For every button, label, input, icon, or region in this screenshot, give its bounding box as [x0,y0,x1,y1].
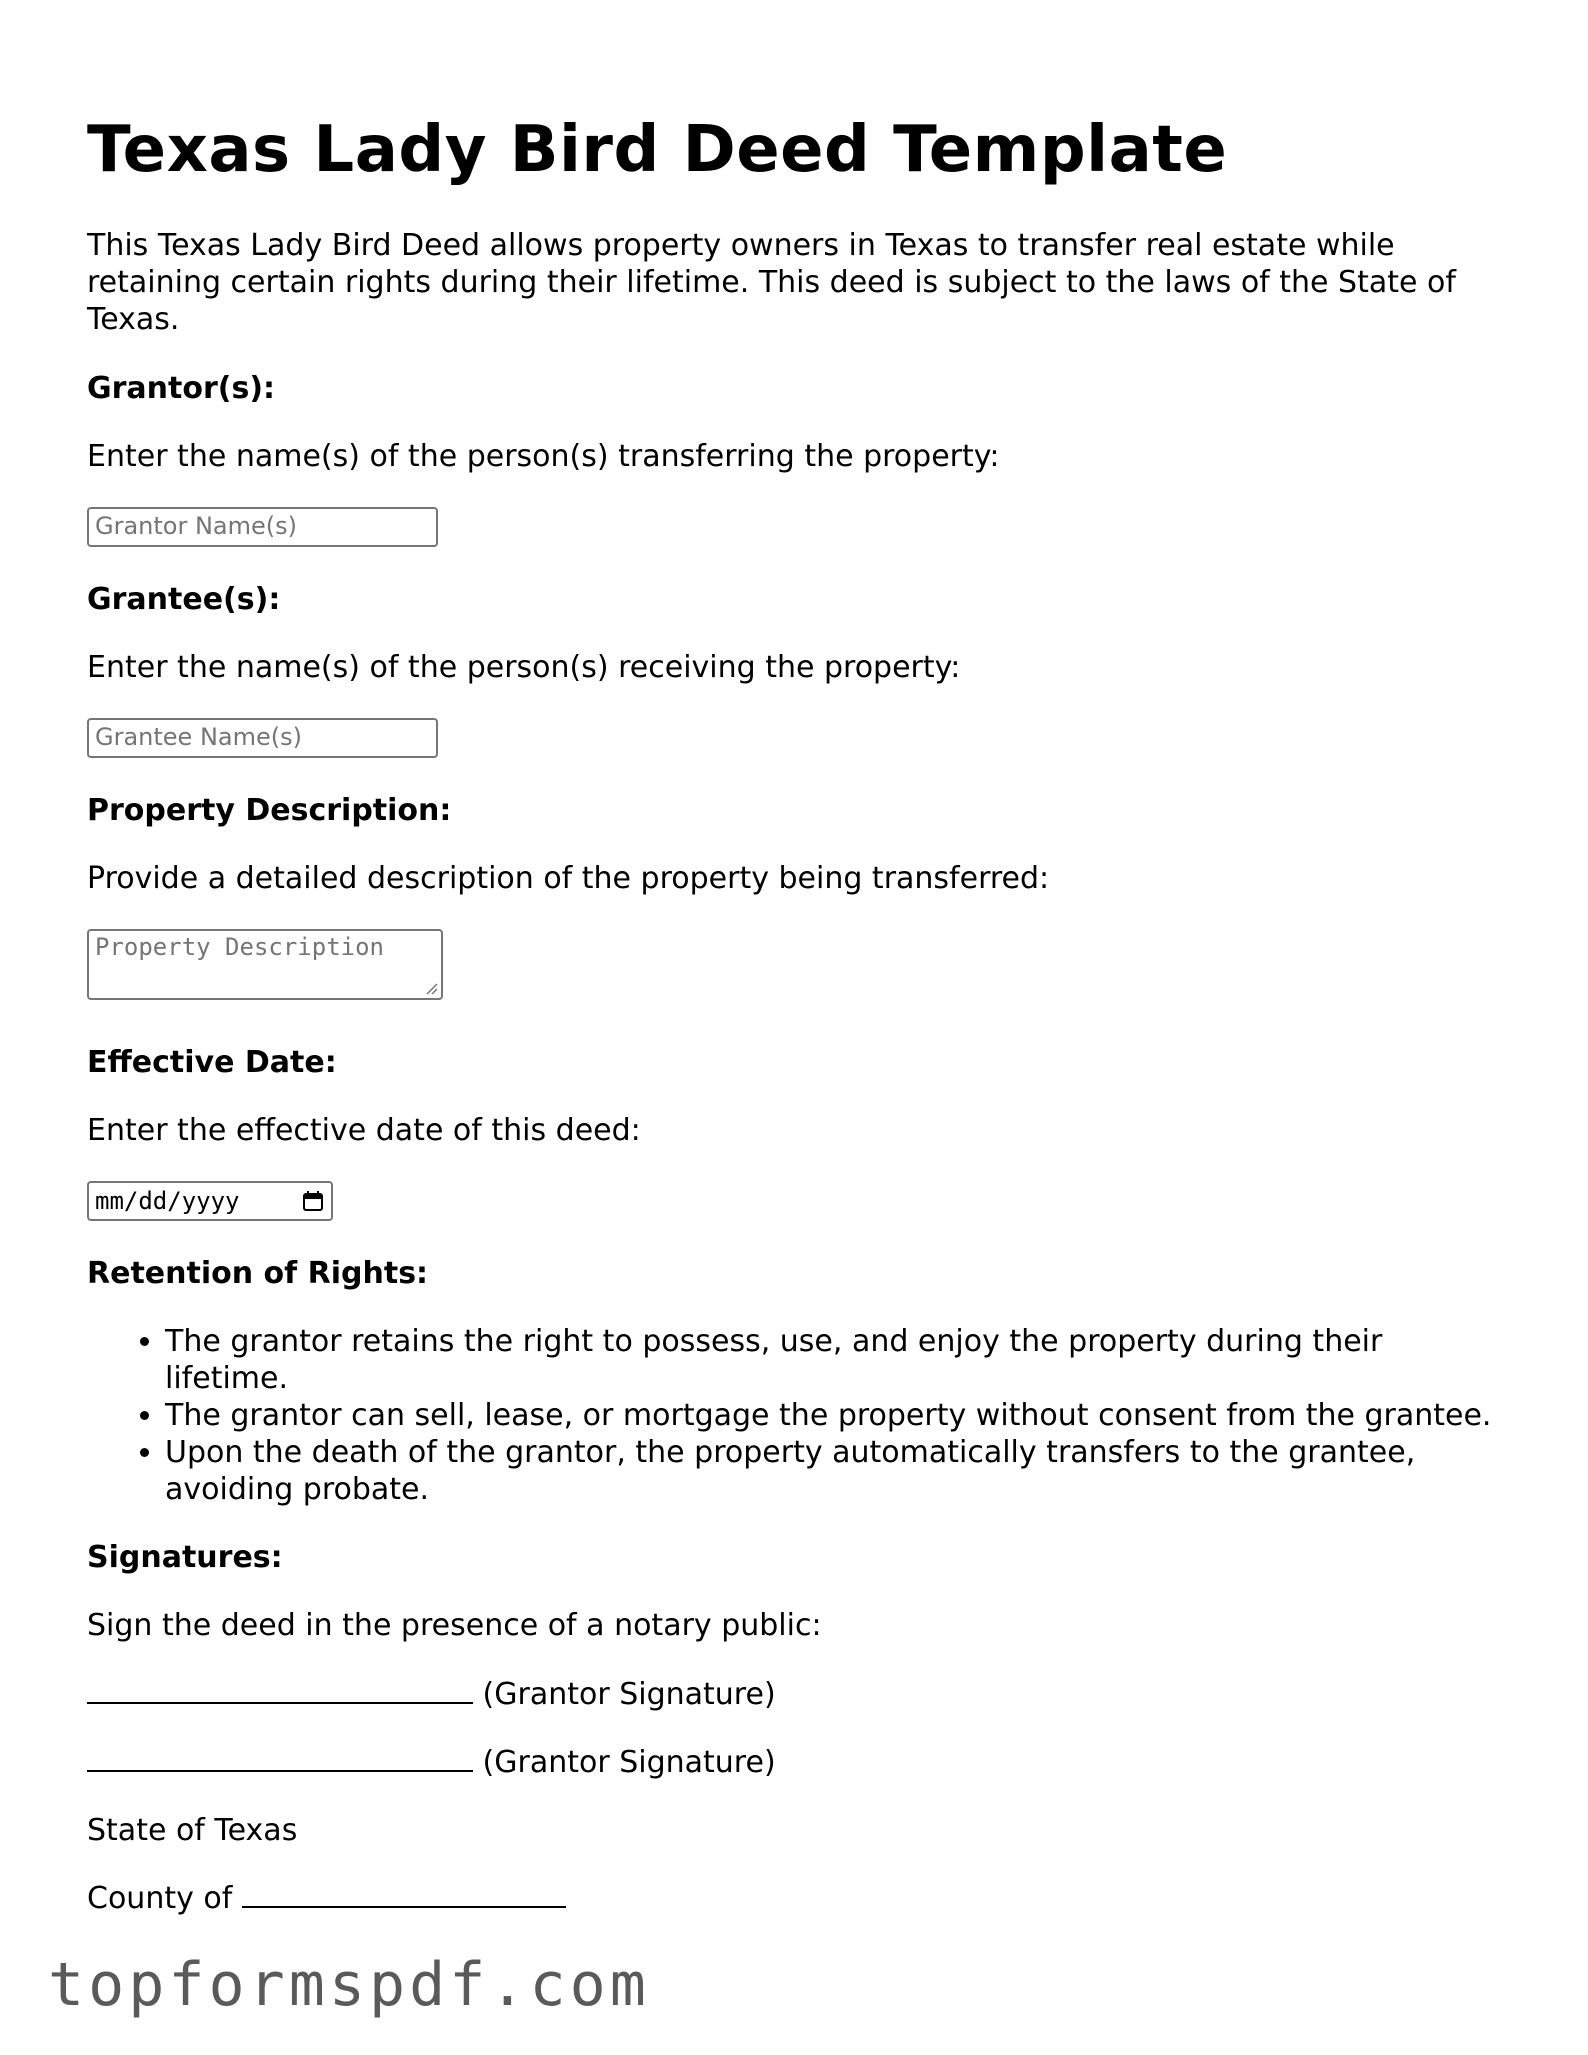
resize-grip-icon[interactable] [425,982,438,995]
effective-date-heading: Effective Date: [87,1045,337,1080]
state-line: State of Texas [87,1813,298,1848]
signatures-prompt: Sign the deed in the presence of a notary public: [87,1608,822,1643]
property-description-placeholder: Property Description [95,933,384,961]
effective-date-prompt: Enter the effective date of this deed: [87,1113,641,1148]
grantor-signature-line-1[interactable] [87,1676,1507,1713]
property-description-textarea[interactable] [87,929,443,1000]
property-prompt: Provide a detailed description of the property being transferred: [87,861,1050,896]
watermark: topformspdf.com [48,1950,650,2020]
list-item: • Upon the death of the grantor, the property automatically transfers to the grantee, avoiding probate. [165,1434,1507,1508]
effective-date-input[interactable] [87,1181,333,1221]
signature-blank[interactable] [87,1746,473,1772]
calendar-icon[interactable] [301,1189,325,1213]
signature-caption: (Grantor Signature) [482,1677,776,1712]
date-value: mm/dd/yyyy [95,1187,240,1215]
page-title: Texas Lady Bird Deed Template [87,113,1228,187]
county-label: County of [87,1881,233,1916]
signature-caption: (Grantor Signature) [482,1745,776,1780]
grantees-prompt: Enter the name(s) of the person(s) receiving the property: [87,650,961,685]
county-line [87,1880,1507,1917]
intro-paragraph: This Texas Lady Bird Deed allows property owners in Texas to transfer real estate while retaining certain rights during their lifetime. This deed is subject to the laws of the State of Texas. [87,228,1456,337]
grantor-name-input[interactable]: Grantor Name(s) [87,507,438,547]
deed-document [87,108,1507,1948]
signatures-heading: Signatures: [87,1540,283,1575]
grantors-heading: Grantor(s): [87,371,276,406]
grantees-heading: Grantee(s): [87,582,281,617]
grantee-name-input[interactable]: Grantee Name(s) [87,718,438,758]
list-item: • The grantor retains the right to possess, use, and enjoy the property during their lifetime. [165,1323,1507,1397]
property-heading: Property Description: [87,793,452,828]
grantor-signature-line-2[interactable] [87,1744,1507,1781]
signature-blank[interactable] [87,1678,473,1704]
retention-heading: Retention of Rights: [87,1256,429,1291]
retention-list [87,1323,1507,1508]
list-item: • The grantor can sell, lease, or mortgage the property without consent from the grantee. [165,1397,1507,1434]
grantors-prompt: Enter the name(s) of the person(s) transferring the property: [87,439,1000,474]
county-blank[interactable] [242,1882,566,1908]
